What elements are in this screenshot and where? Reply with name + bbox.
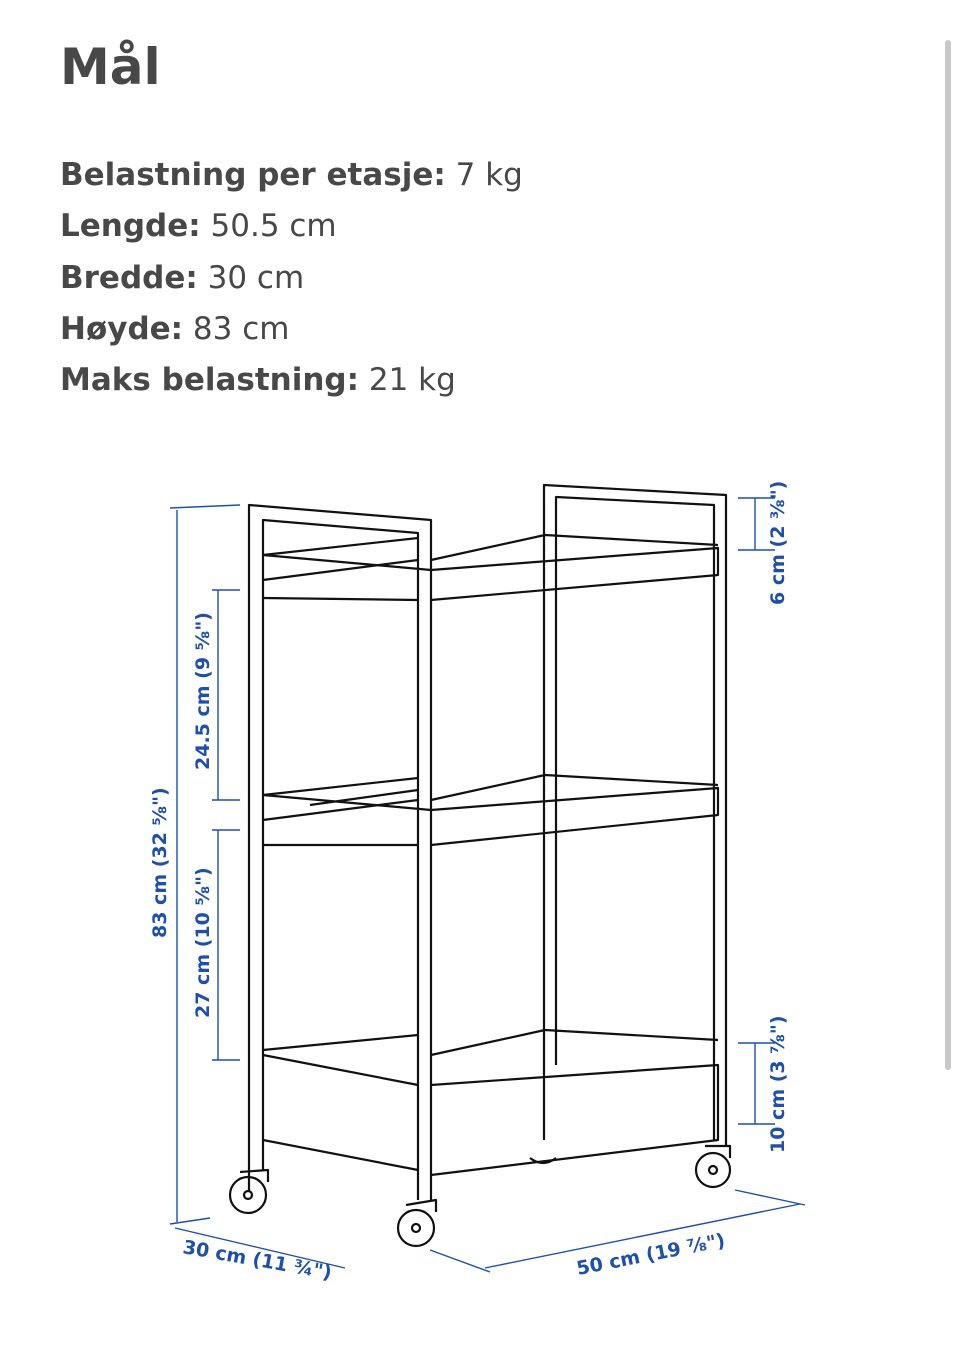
spec-max-load xyxy=(60,355,523,406)
spec-height xyxy=(60,304,523,355)
dim-handle-height: 6 cm (2 ⅜") xyxy=(767,480,789,605)
dim-bottom-edge: 10 cm (3 ⅞") xyxy=(767,1015,789,1153)
spec-value: 30 cm xyxy=(207,259,305,296)
dimension-labels xyxy=(149,481,789,1284)
spec-value: 83 cm xyxy=(192,310,290,347)
scrollbar[interactable] xyxy=(945,40,951,1070)
dim-total-height: 83 cm (32 ⅝") xyxy=(149,787,171,938)
page-title: Mål xyxy=(60,38,161,96)
spec-label: Lengde: xyxy=(60,208,201,245)
spec-load-per-shelf xyxy=(60,150,523,201)
cart-illustration xyxy=(230,485,730,1246)
spec-label: Maks belastning: xyxy=(60,362,360,399)
spec-width xyxy=(60,253,523,304)
dim-width: 50 cm (19 ⅞") xyxy=(574,1229,727,1280)
spec-length xyxy=(60,201,523,252)
spec-list xyxy=(60,150,523,406)
dim-shelf-gap-bottom: 27 cm (10 ⅝") xyxy=(192,867,214,1018)
cart-dimension-drawing xyxy=(0,460,960,1320)
spec-label: Belastning per etasje: xyxy=(60,157,446,193)
spec-value: 21 kg xyxy=(368,362,456,399)
dimension-lines xyxy=(170,498,805,1272)
spec-value: 7 kg xyxy=(455,157,523,193)
spec-value: 50.5 cm xyxy=(210,208,337,245)
dim-shelf-gap-top: 24.5 cm (9 ⅝") xyxy=(192,612,214,770)
spec-label: Høyde: xyxy=(60,310,184,347)
dim-depth: 30 cm (11 ¾") xyxy=(181,1236,334,1285)
spec-label: Bredde: xyxy=(60,259,198,296)
